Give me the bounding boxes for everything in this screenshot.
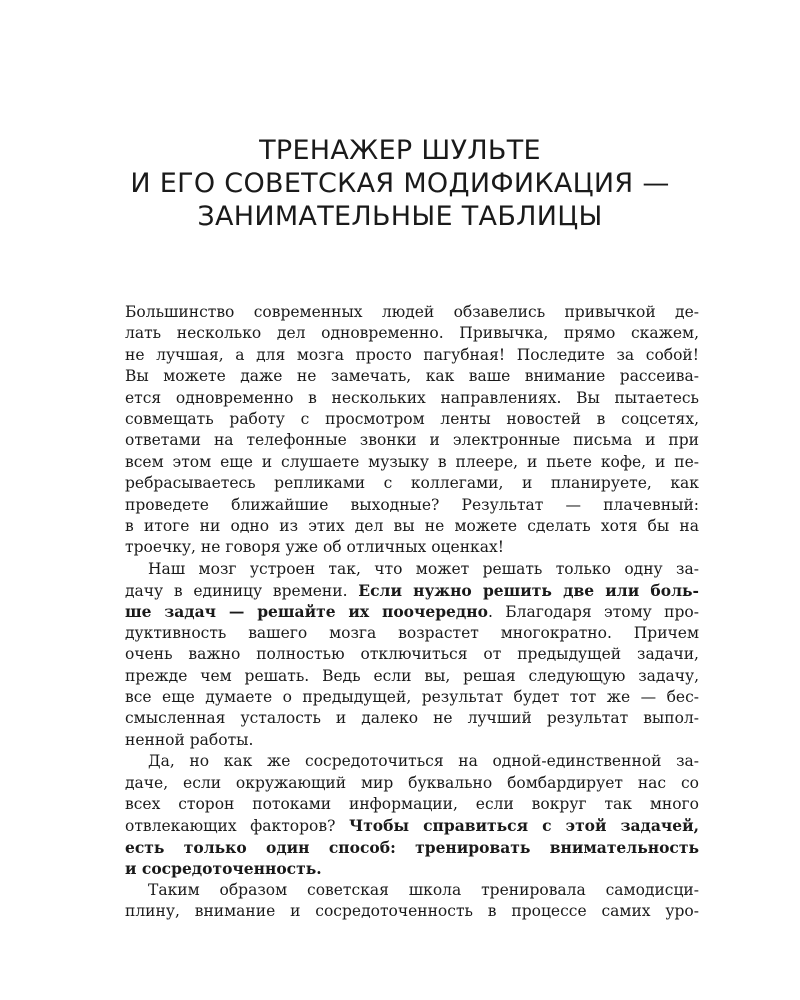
text-line: всем этом еще и слушаете музыку в плеере, и пьете кофе, и пе- [125,452,699,471]
chapter-title-line-2: И ЕГО СОВЕТСКАЯ МОДИФИКАЦИЯ — [130,168,670,199]
text-line: ребрасываетесь репликами с коллегами, и планируете, как [125,474,699,493]
text-line [125,601,699,622]
bold-text-run: ше задач — решайте их поочередно [125,602,488,622]
text-line: и сосредоточенность. [125,859,322,879]
bold-text-run: Если нужно решить две или боль- [358,581,699,601]
text-line [125,580,699,601]
text-line: Большинство современных людей обзавелись привычкой де- [125,303,699,321]
text-line: прежде чем решать. Ведь если вы, решая следующую задачу, [125,666,699,685]
text-line: в итоге ни одно из этих дел вы не можете сделать хотя бы на [125,516,699,535]
bold-text-run: Чтобы справиться с этой задачей, [349,816,699,836]
text-line: очень важно полностью отключиться от предыдущей задачи, [125,645,699,664]
text-line: все еще думаете о предыдущей, результат будет тот же — бес- [125,688,699,707]
text-line: Да, но как же сосредоточиться на одной-единственной за- [148,752,699,771]
text-line: ется одновременно в нескольких направлениях. Вы пытаетесь [125,388,699,407]
text-line: Наш мозг устроен так, что может решать только одну за- [148,559,699,578]
chapter-title-line-3: ЗАНИМАТЕЛЬНЫЕ ТАБЛИЦЫ [197,201,603,232]
text-line: ответами на телефонные звонки и электронные письма и при [125,431,699,450]
text-line [125,815,699,836]
text-line: Вы можете даже не замечать, как ваше внимание рассеива- [125,367,699,386]
text-run: дачу в единицу времени. [125,582,359,601]
text-line: троечку, не говоря уже об отличных оценках! [125,538,504,557]
text-line: смысленная усталость и далеко не лучший результат выпол- [125,709,699,728]
text-line: Таким образом советская школа тренировала самодисци- [148,880,699,899]
text-line: есть только один способ: тренировать внимательность [125,837,699,857]
text-line: всех сторон потоками информации, если вокруг так много [125,794,699,813]
chapter-title-line-1: ТРЕНАЖЕР ШУЛЬТЕ [259,135,541,166]
text-line: не лучшая, а для мозга просто пагубная! Последите за собой! [125,345,699,364]
text-run: . Благодаря этому про- [487,603,699,622]
text-line: даче, если окружающий мир буквально бомбардирует нас со [125,773,699,792]
text-line: лать несколько дел одновременно. Привычка, прямо скажем, [125,324,699,343]
text-line: совмещать работу с просмотром ленты новостей в соцсетях, [125,409,699,428]
text-line: ненной работы. [125,730,254,749]
chapter-title [0,134,800,233]
text-run: отвлекающих факторов? [125,817,350,836]
text-line: дуктивность вашего мозга возрастет многократно. Причем [125,623,699,642]
text-line: плину, внимание и сосредоточенность в процессе самих уро- [125,901,699,920]
text-line: проведете ближайшие выходные? Результат — плачевный: [125,495,699,514]
chapter-body [125,302,699,922]
